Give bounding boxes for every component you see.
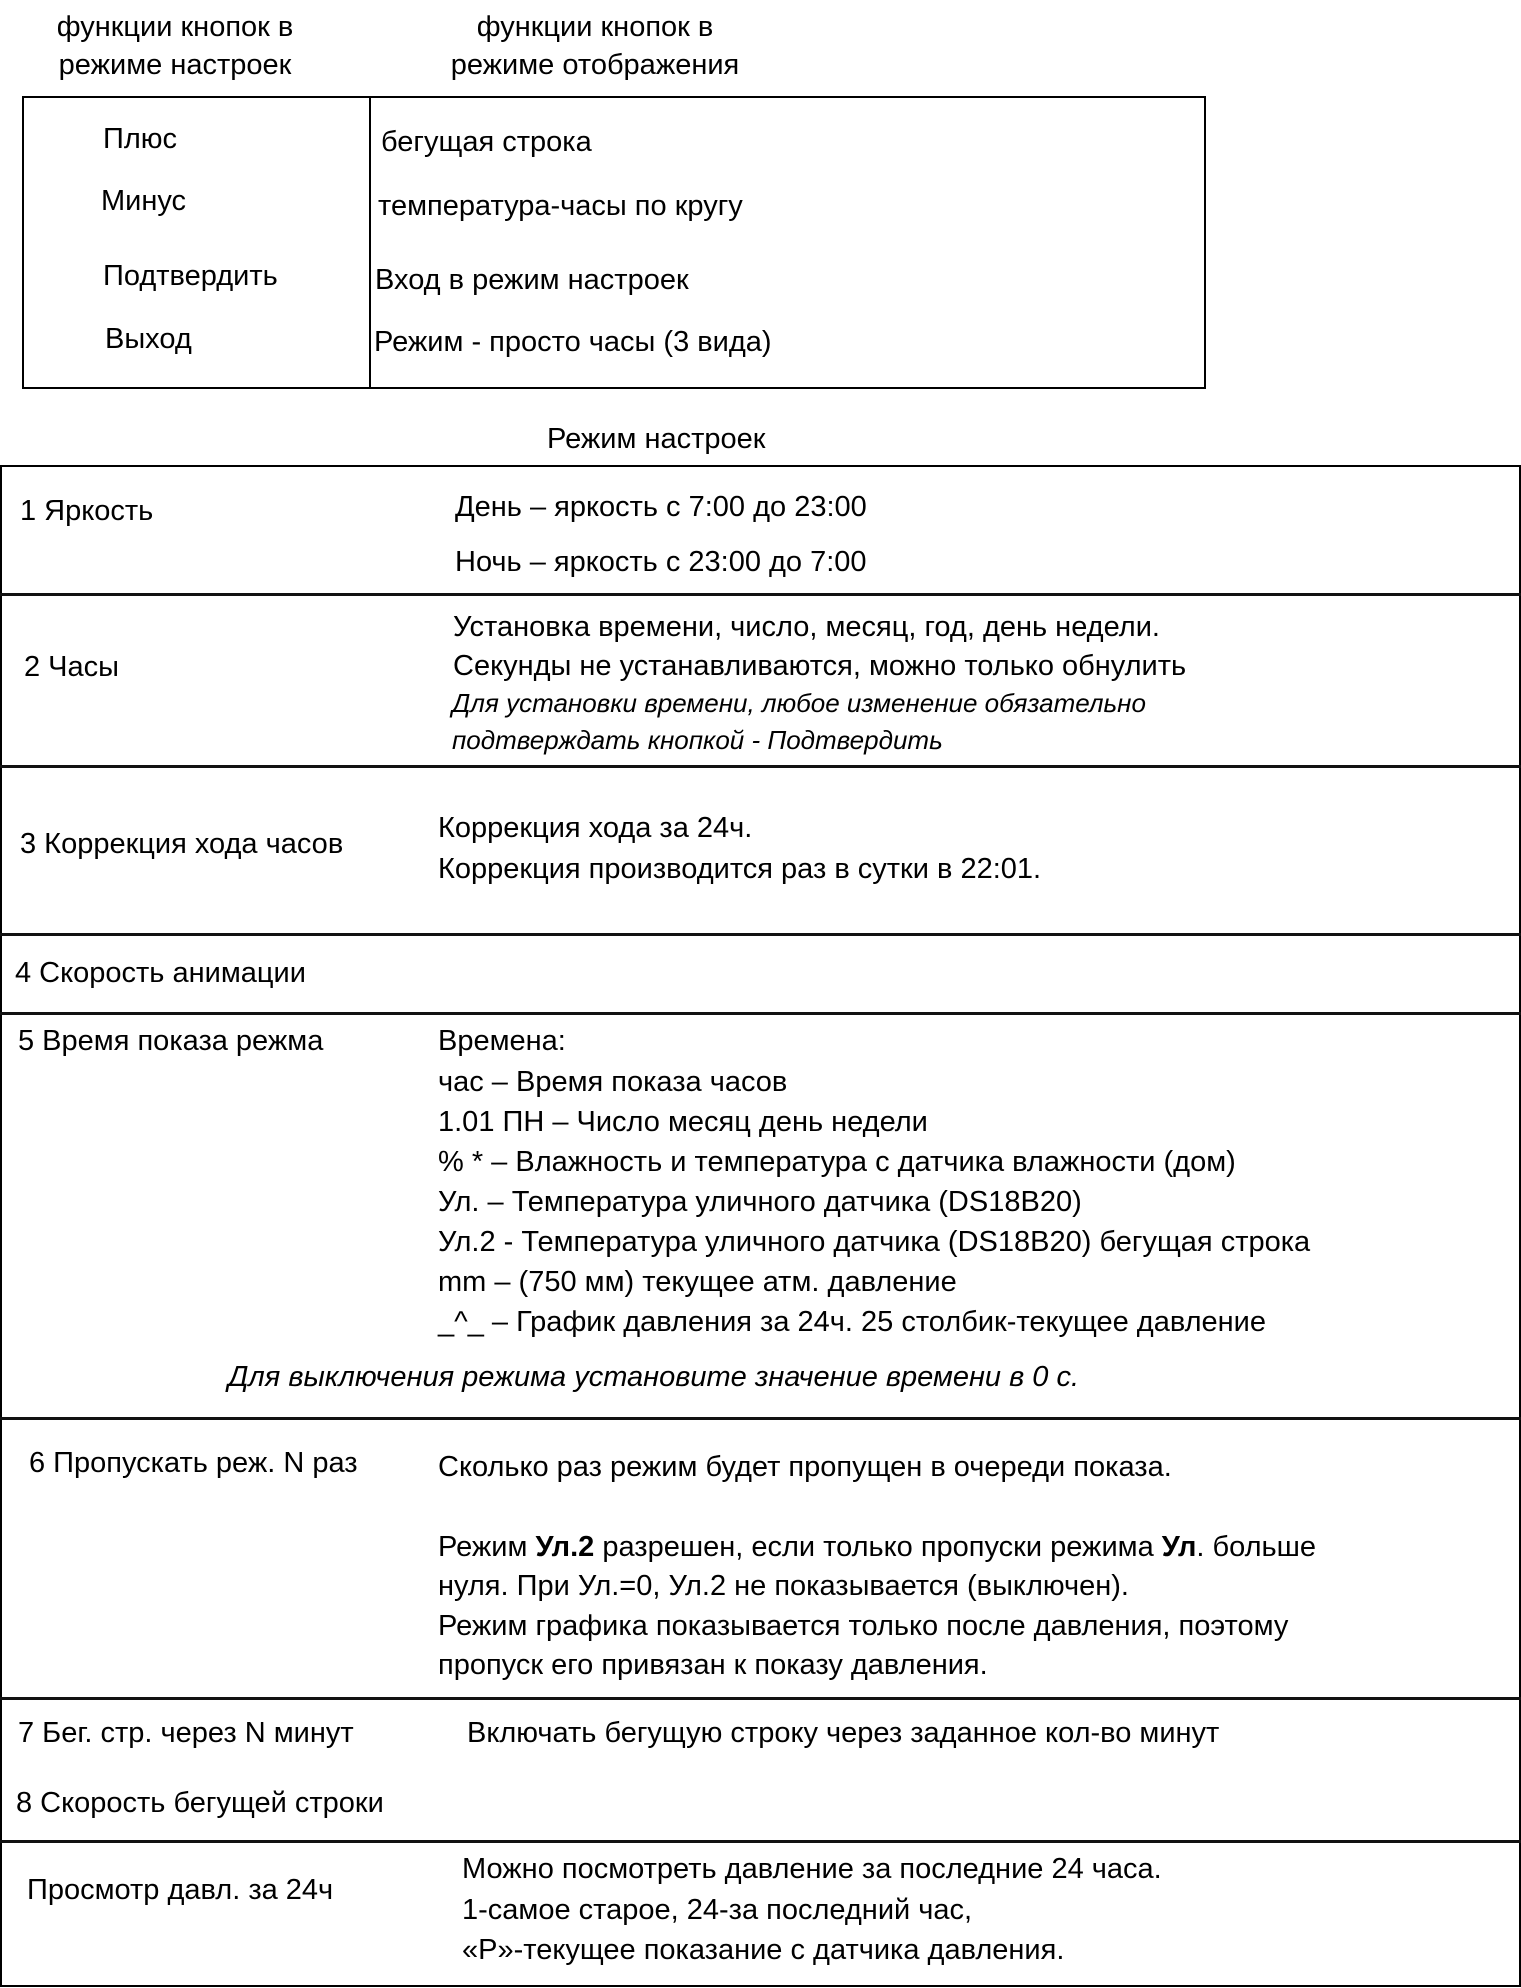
- row-divider: [0, 933, 1521, 936]
- header-line: режиме отображения: [450, 49, 740, 81]
- row-label: 7 Бег. стр. через N минут: [18, 1717, 354, 1749]
- header-line: функции кнопок в: [56, 11, 294, 43]
- row-label: 3 Коррекция хода часов: [20, 828, 344, 860]
- row-label: 1 Яркость: [20, 495, 154, 527]
- row-text: Ул.2 - Температура уличного датчика (DS18B20) бегущая строка: [438, 1226, 1311, 1258]
- buttons-table-divider: [369, 96, 371, 389]
- row-label: 2 Часы: [24, 651, 119, 683]
- row-text: нуля. При Ул.=0, Ул.2 не показывается (выключен).: [438, 1570, 1129, 1602]
- text-part: . больше: [1196, 1531, 1317, 1563]
- button-name: Выход: [105, 323, 192, 355]
- button-function: Режим - просто часы (3 вида): [374, 326, 772, 358]
- row-text: Коррекция хода за 24ч.: [438, 812, 753, 844]
- mode-name-bold: Ул.2: [535, 1531, 595, 1563]
- row-text: «P»-текущее показание с датчика давления.: [462, 1934, 1065, 1966]
- row-divider: [0, 593, 1521, 596]
- row-divider: [0, 1417, 1521, 1420]
- row-divider: [0, 765, 1521, 768]
- header-line: режиме настроек: [58, 49, 292, 81]
- row-divider: [0, 1012, 1521, 1015]
- header-line: функции кнопок в: [476, 11, 714, 43]
- text-part: разрешен, если только пропуски режима: [594, 1531, 1162, 1563]
- row-text: Сколько раз режим будет пропущен в очереди показа.: [438, 1451, 1172, 1483]
- row-text: Секунды не устанавливаются, можно только обнулить: [453, 650, 1187, 682]
- row-text: Установка времени, число, месяц, год, день недели.: [453, 611, 1160, 643]
- button-name: Минус: [101, 185, 187, 217]
- row-text: Ночь – яркость с 23:00 до 7:00: [455, 546, 867, 578]
- row-label: 5 Время показа режма: [18, 1025, 324, 1057]
- row-label: 4 Скорость анимации: [15, 957, 306, 989]
- row-text-rich: [438, 1533, 1316, 1562]
- button-function: бегущая строка: [381, 126, 592, 158]
- row-note: Для выключения режима установите значение времени в 0 с.: [228, 1361, 1080, 1393]
- row-text: Режим графика показывается только после давления, поэтому: [438, 1610, 1289, 1642]
- button-function: температура-часы по кругу: [378, 190, 743, 222]
- header-display-mode: [410, 8, 780, 84]
- row-label: 8 Скорость бегущей строки: [16, 1787, 384, 1819]
- row-text: День – яркость с 7:00 до 23:00: [455, 491, 867, 523]
- row-text: час – Время показа часов: [438, 1066, 788, 1098]
- row-divider: [0, 1840, 1521, 1843]
- row-label: 6 Пропускать реж. N раз: [29, 1447, 358, 1479]
- row-text: 1.01 ПН – Число месяц день недели: [438, 1106, 928, 1138]
- row-text: Коррекция производится раз в сутки в 22:01.: [438, 853, 1042, 885]
- row-text: Времена:: [438, 1025, 566, 1057]
- button-name: Подтвердить: [103, 260, 278, 292]
- row-label: Просмотр давл. за 24ч: [27, 1874, 334, 1906]
- row-note: подтверждать кнопкой - Подтвердить: [452, 725, 943, 755]
- row-text: Ул. – Температура уличного датчика (DS18B20): [438, 1186, 1082, 1218]
- mode-name-bold: Ул: [1161, 1531, 1197, 1563]
- row-text: % * – Влажность и температура с датчика влажности (дом): [438, 1146, 1236, 1178]
- row-text: 1-самое старое, 24-за последний час,: [462, 1894, 973, 1926]
- header-settings-mode: [25, 8, 325, 84]
- row-text: Можно посмотреть давление за последние 24 часа.: [462, 1853, 1162, 1885]
- row-divider: [0, 1697, 1521, 1700]
- row-text: пропуск его привязан к показу давления.: [438, 1649, 988, 1681]
- button-function: Вход в режим настроек: [375, 264, 689, 296]
- row-text: mm – (750 мм) текущее атм. давление: [438, 1266, 957, 1298]
- row-text: Включать бегущую строку через заданное кол-во минут: [467, 1717, 1220, 1749]
- settings-title: Режим настроек: [547, 423, 766, 455]
- text-part: Режим: [438, 1531, 536, 1563]
- row-text: _^_ – График давления за 24ч. 25 столбик-текущее давление: [438, 1306, 1266, 1338]
- row-note: Для установки времени, любое изменение обязательно: [452, 688, 1146, 718]
- button-name: Плюс: [103, 123, 178, 155]
